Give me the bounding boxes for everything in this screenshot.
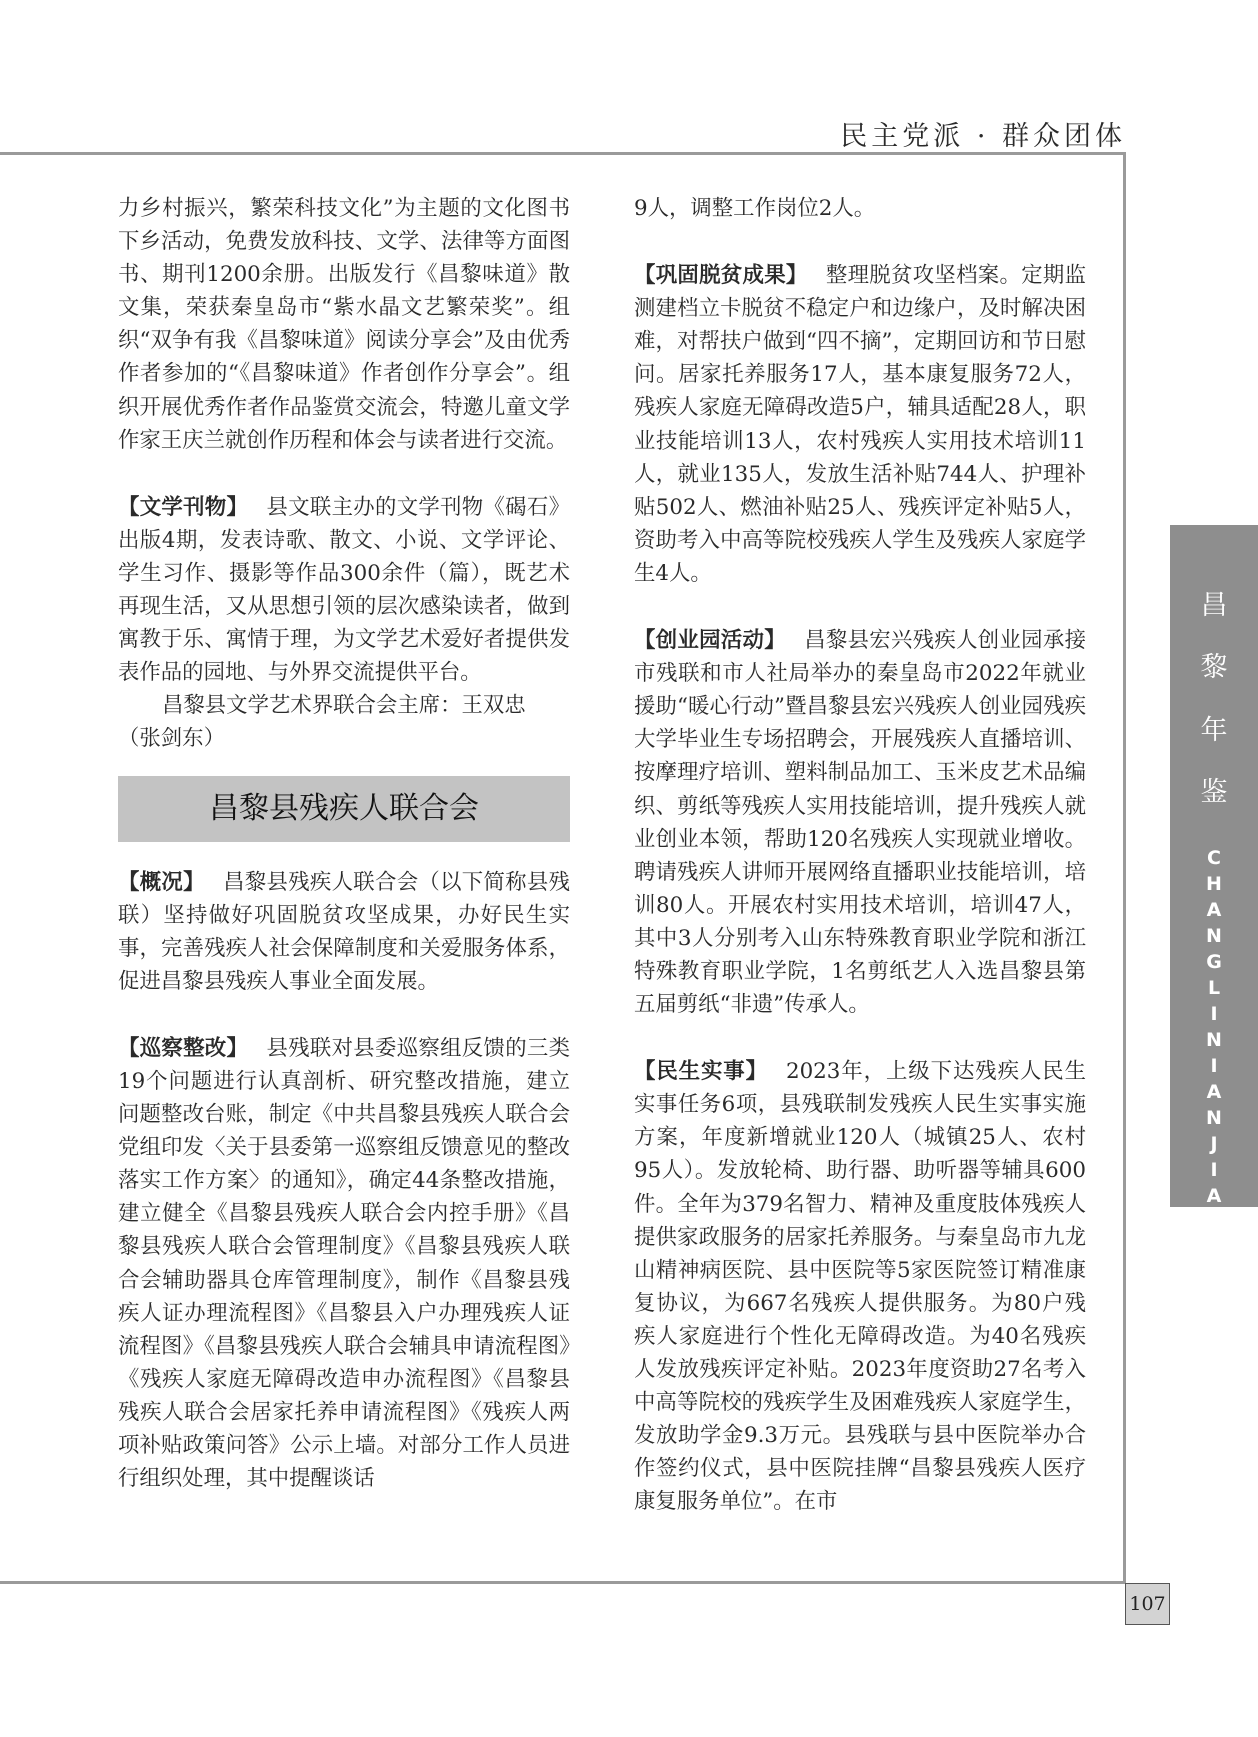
paragraph-text: 2023年，上级下达残疾人民生实事任务6项，县残联制发残疾人民生实事实施方案，年度新增就业120人（城镇25人、农村95人）。发放轮椅、助行器、助听器等辅具600件。全年为379名智力、精神及重度肢体残疾人提供家政服务的居家托养服务。与秦皇岛市九龙山精神病医院、县中医院等5家医院签订精准康复协议，为667名残疾人提供服务。为80户残疾人家庭进行个性化无障碍改造。为40名残疾人发放残疾评定补贴。2023年度资助27名考入中高等院校的残疾学生及困难残疾人家庭学生，发放助学金9.3万元。县残联与县中医院举办合作签约仪式，县中医院挂牌“昌黎县残疾人医疗康复服务单位”。在市: [634, 1059, 1086, 1515]
side-tab-letter: H: [1206, 873, 1222, 895]
paragraph-text: 县文联主办的文学刊物《碣石》出版4期，发表诗歌、散文、小说、文学评论、学生习作、摄影等作品300余件（篇），既艺术再现生活，又从思想引领的层次感染读者，做到寓教于乐、寓情于理，为文学艺术爱好者提供发表作品的园地、与外界交流提供平台。: [118, 494, 570, 686]
paragraph-text: 昌黎县宏兴残疾人创业园承接市残联和市人社局举办的秦皇岛市2022年就业援助“暖心行动”暨昌黎县宏兴残疾人创业园残疾大学毕业生专场招聘会，开展残疾人直播培训、按摩理疗培训、塑料制品加工、玉米皮艺术品编织、剪纸等残疾人实用技能培训，提升残疾人就业创业本领，帮助120名残疾人实现就业增收。聘请残疾人讲师开展网络直播职业技能培训，培训80人。开展农村实用技术培训，培训47人，其中3人分别考入山东特殊教育职业学院和浙江特殊教育职业学院，1名剪纸艺人入选昌黎县第五届剪纸“非遗”传承人。: [634, 628, 1086, 1018]
section-tag: 【概况】: [118, 869, 205, 895]
paragraph-startup-park: [634, 624, 1086, 1021]
side-tab-letter: I: [1210, 1003, 1218, 1025]
section-heading: 昌黎县残疾人联合会: [118, 776, 570, 842]
paragraph-livelihood-projects: [634, 1055, 1086, 1518]
side-tab-letter: A: [1206, 899, 1222, 921]
paragraph-continued: 9人，调整工作岗位2人。: [634, 196, 876, 221]
paragraph-text: 整理脱贫攻坚档案。定期监测建档立卡脱贫不稳定户和边缘户，及时解决困难，对帮扶户做到“四不摘”，定期回访和节日慰问。居家托养服务17人，基本康复服务72人，残疾人家庭无障碍改造5户，辅具适配28人，职业技能培训13人，农村残疾人实用技术培训11人，就业135人，发放生活补贴744人、护理补贴502人、燃油补贴25人、残疾评定补贴5人，资助考入中高等院校残疾人学生及残疾人家庭学生4人。: [634, 263, 1086, 586]
side-tab-letter: G: [1206, 951, 1222, 973]
side-tab-letter: I: [1210, 1055, 1218, 1077]
section-tag: 【民生实事】: [634, 1059, 768, 1085]
side-tab-char: 鉴: [1200, 777, 1228, 808]
section-tag: 【文学刊物】: [118, 494, 249, 520]
frame-right-rule: [1123, 152, 1126, 1584]
frame-bottom-rule: [0, 1581, 1126, 1584]
side-tab-letter: N: [1206, 1107, 1222, 1129]
side-tab-letter: A: [1206, 1081, 1222, 1103]
paragraph-inspection-rectification: [118, 1032, 570, 1495]
side-tab-char: 黎: [1200, 652, 1228, 683]
left-column: [118, 192, 570, 1495]
right-column: [634, 192, 1086, 1518]
paragraph-overview: [118, 866, 570, 998]
paragraph-poverty-results: [634, 259, 1086, 590]
running-header: 民主党派 · 群众团体: [840, 121, 1126, 152]
author-credit: （张剑东）: [118, 726, 225, 752]
side-tab-letter: J: [1210, 1133, 1218, 1155]
yearbook-side-tab: [1170, 525, 1258, 1207]
side-tab-letter: C: [1207, 847, 1221, 869]
section-tag: 【巩固脱贫成果】: [634, 263, 808, 289]
paragraph-text: 昌黎县残疾人联合会（以下简称县残联）坚持做好巩固脱贫攻坚成果，办好民生实事，完善残疾人社会保障制度和关爱服务体系，促进昌黎县残疾人事业全面发展。: [118, 869, 570, 994]
section-tag: 【创业园活动】: [634, 628, 786, 654]
signature-line: 昌黎县文学艺术界联合会主席：王双忠: [162, 693, 526, 719]
paragraph-text: 县残联对县委巡察组反馈的三类19个问题进行认真剖析、研究整改措施，建立问题整改台账，制定《中共昌黎县残疾人联合会党组印发〈关于县委第一巡察组反馈意见的整改落实工作方案〉的通知》，确定44条整改措施，建立健全《昌黎县残疾人联合会内控手册》《昌黎县残疾人联合会管理制度》《昌黎县残疾人联合会辅助器具仓库管理制度》，制作《昌黎县残疾人证办理流程图》《昌黎县入户办理残疾人证流程图》《昌黎县残疾人联合会辅具申请流程图》《残疾人家庭无障碍改造申办流程图》《昌黎县残疾人联合会居家托养申请流程图》《残疾人两项补贴政策问答》公示上墙。对部分工作人员进行组织处理，其中提醒谈话: [118, 1035, 570, 1492]
side-tab-letter: N: [1206, 925, 1222, 947]
frame-top-rule: [0, 152, 1126, 155]
side-tab-letter: L: [1207, 977, 1221, 999]
side-tab-char: 昌: [1200, 590, 1228, 621]
side-tab-char: 年: [1200, 715, 1228, 746]
side-tab-letter: A: [1206, 1185, 1222, 1207]
paragraph-literary-journal: [118, 491, 570, 690]
side-tab-letter: N: [1206, 1029, 1222, 1051]
section-tag: 【巡察整改】: [118, 1035, 249, 1061]
side-tab-letter: I: [1210, 1159, 1218, 1181]
paragraph-culture-activities: 力乡村振兴，繁荣科技文化”为主题的文化图书下乡活动，免费发放科技、文学、法律等方面图书、期刊1200余册。出版发行《昌黎味道》散文集，荣获秦皇岛市“紫水晶文艺繁荣奖”。组织“双争有我《昌黎味道》阅读分享会”及由优秀作者参加的“《昌黎味道》作者创作分享会”。组织开展优秀作者作品鉴赏交流会，特邀儿童文学作家王庆兰就创作历程和体会与读者进行交流。: [118, 196, 570, 453]
page-number: 107: [1125, 1583, 1170, 1625]
